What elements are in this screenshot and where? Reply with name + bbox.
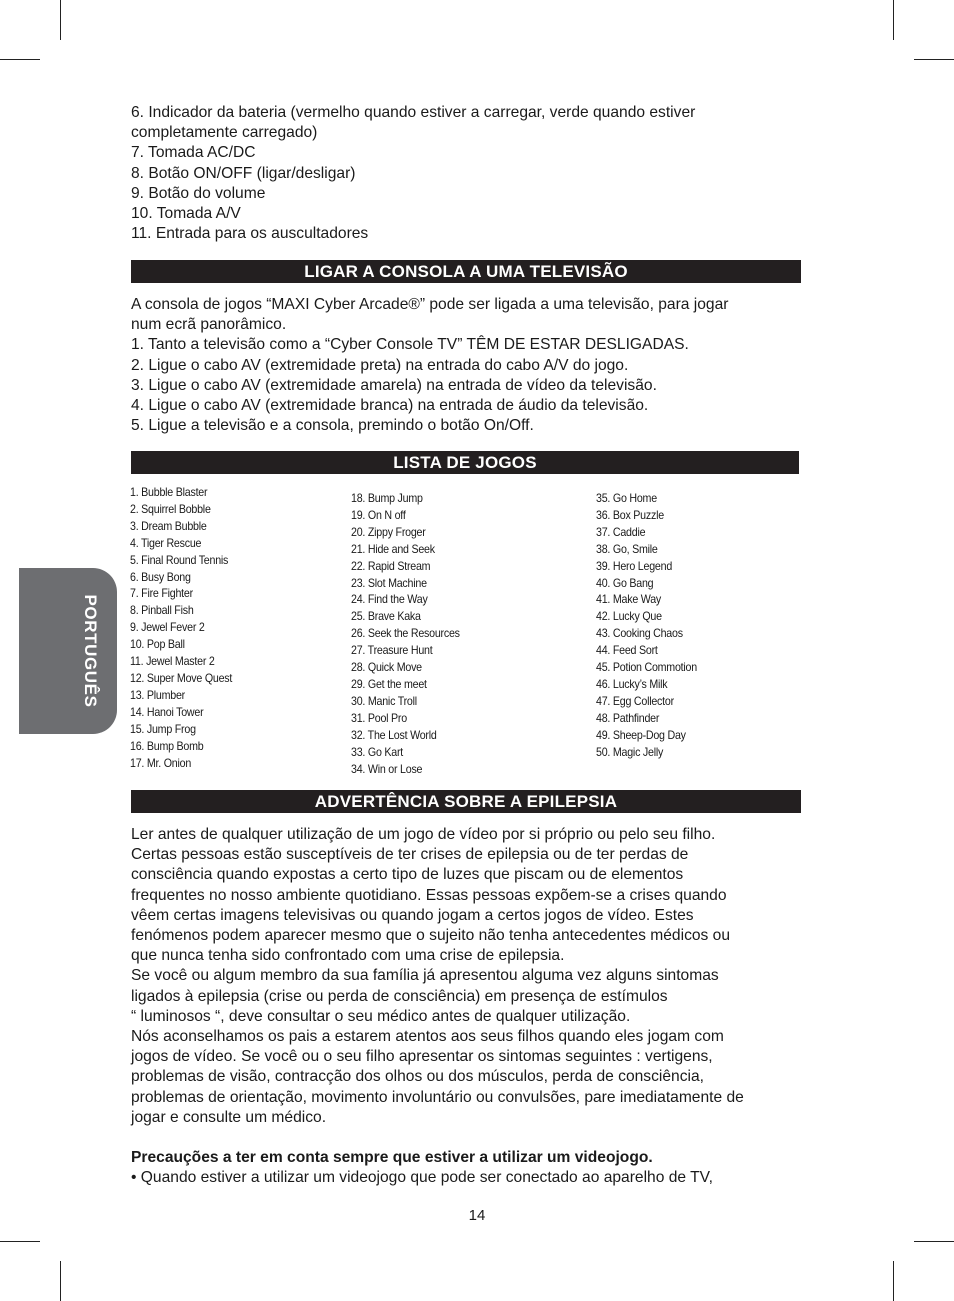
game-item: 45. Potion Commotion bbox=[596, 661, 697, 675]
game-item: 2. Squirrel Bobble bbox=[130, 502, 211, 516]
list-item: 11. Entrada para os auscultadores bbox=[131, 225, 369, 243]
paragraph-line: fenómenos podem aparecer mesmo que o sujeito não tenha antecedentes médicos ou bbox=[131, 927, 731, 945]
games-column-2 bbox=[351, 491, 460, 778]
list-item: 9. Botão do volume bbox=[131, 184, 266, 202]
game-item: 38. Go, Smile bbox=[596, 542, 658, 556]
game-item: 47. Egg Collector bbox=[596, 694, 674, 708]
game-item: 35. Go Home bbox=[596, 492, 657, 505]
instruction-line: 1. Tanto a televisão como a “Cyber Console TV” TÊM DE ESTAR DESLIGADAS. bbox=[131, 336, 689, 354]
crop-mark bbox=[60, 0, 61, 40]
game-item: 24. Find the Way bbox=[351, 593, 428, 607]
section-header-tv: LIGAR A CONSOLA A UMA TELEVISÃO bbox=[131, 260, 801, 283]
language-side-tab bbox=[19, 568, 117, 734]
game-item: 41. Make Way bbox=[596, 593, 662, 607]
instruction-line: 4. Ligue o cabo AV (extremidade branca) na entrada de áudio da televisão. bbox=[131, 397, 649, 415]
game-item: 29. Get the meet bbox=[351, 677, 427, 691]
crop-mark bbox=[60, 1261, 61, 1301]
paragraph-line: que nunca tenha sido confrontado com uma crise de epilepsia. bbox=[131, 947, 565, 965]
game-item: 28. Quick Move bbox=[351, 661, 422, 675]
crop-mark bbox=[0, 1241, 40, 1242]
game-item: 27. Treasure Hunt bbox=[351, 644, 433, 658]
game-item: 21. Hide and Seek bbox=[351, 542, 435, 556]
paragraph-line: “ luminosos “, deve consultar o seu médico antes de qualquer utilização. bbox=[131, 1007, 631, 1025]
paragraph-line: consciência quando expostas a certo tipo de luzes que piscam ou de elementos bbox=[131, 866, 684, 884]
instruction-line: A consola de jogos “MAXI Cyber Arcade®” pode ser ligada a uma televisão, para jogar bbox=[131, 296, 729, 313]
instruction-line: num ecrã panorâmico. bbox=[131, 316, 287, 334]
paragraph-line: Nós aconselhamos os pais a estarem atentos aos seus filhos quando eles jogam com bbox=[131, 1028, 724, 1046]
game-item: 5. Final Round Tennis bbox=[130, 553, 229, 567]
game-item: 37. Caddie bbox=[596, 525, 646, 539]
game-item: 4. Tiger Rescue bbox=[130, 536, 202, 550]
instruction-line: 2. Ligue o cabo AV (extremidade preta) na entrada do cabo A/V do jogo. bbox=[131, 356, 629, 374]
instruction-line: 5. Ligue a televisão e a consola, premindo o botão On/Off. bbox=[131, 417, 534, 435]
game-item: 13. Plumber bbox=[130, 688, 185, 702]
paragraph-line: frequentes no nosso ambiente quotidiano. Essas pessoas expõem-se a crises quando bbox=[131, 886, 727, 904]
game-item: 1. Bubble Blaster bbox=[130, 486, 208, 499]
paragraph-line: vêem certas imagens televisivas ou quando jogam a certos jogos de vídeo. Estes bbox=[131, 906, 694, 924]
paragraph-line: jogos de vídeo. Se você ou o seu filho apresentar os sintomas seguintes : vertigens, bbox=[131, 1048, 713, 1066]
game-item: 26. Seek the Resources bbox=[351, 627, 460, 641]
game-item: 31. Pool Pro bbox=[351, 711, 407, 725]
list-item: 7. Tomada AC/DC bbox=[131, 144, 256, 162]
game-item: 19. On N off bbox=[351, 508, 406, 522]
game-item: 18. Bump Jump bbox=[351, 492, 423, 505]
paragraph-line: Ler antes de qualquer utilização de um jogo de vídeo por si próprio ou pelo seu filho. bbox=[131, 826, 716, 843]
section-header-epilepsy: ADVERTÊNCIA SOBRE A EPILEPSIA bbox=[131, 790, 801, 813]
game-item: 36. Box Puzzle bbox=[596, 508, 664, 522]
crop-mark bbox=[0, 59, 40, 60]
game-item: 49. Sheep-Dog Day bbox=[596, 728, 686, 742]
game-item: 48. Pathfinder bbox=[596, 711, 660, 725]
game-item: 34. Win or Lose bbox=[351, 762, 423, 776]
paragraph-line: ligados à epilepsia (crise ou perda de consciência) em presença de estímulos bbox=[131, 987, 668, 1005]
game-item: 8. Pinball Fish bbox=[130, 604, 194, 618]
game-item: 39. Hero Legend bbox=[596, 559, 673, 573]
game-item: 20. Zippy Froger bbox=[351, 525, 426, 539]
crop-mark bbox=[914, 59, 954, 60]
paragraph-line: problemas de visão, contracção dos olhos ou dos músculos, perda de consciência, bbox=[131, 1068, 704, 1086]
game-item: 32. The Lost World bbox=[351, 728, 437, 742]
precautions-line: • Quando estiver a utilizar um videojogo que pode ser conectado ao aparelho de TV, bbox=[131, 1169, 713, 1186]
game-item: 40. Go Bang bbox=[596, 576, 654, 590]
game-item: 11. Jewel Master 2 bbox=[130, 655, 215, 669]
game-item: 25. Brave Kaka bbox=[351, 610, 421, 624]
crop-mark bbox=[893, 1261, 894, 1301]
game-item: 9. Jewel Fever 2 bbox=[130, 621, 205, 635]
list-item: 10. Tomada A/V bbox=[131, 205, 241, 223]
games-column-3 bbox=[596, 491, 697, 762]
game-item: 22. Rapid Stream bbox=[351, 559, 431, 573]
game-item: 14. Hanoi Tower bbox=[130, 705, 204, 719]
list-item: 8. Botão ON/OFF (ligar/desligar) bbox=[131, 164, 356, 182]
game-item: 6. Busy Bong bbox=[130, 570, 191, 584]
games-column-1 bbox=[130, 485, 232, 772]
paragraph-line: problemas de orientação, movimento involuntário ou convulsões, pare imediatamente de bbox=[131, 1088, 744, 1106]
game-item: 46. Lucky’s Milk bbox=[596, 677, 668, 691]
game-item: 43. Cooking Chaos bbox=[596, 627, 683, 641]
game-item: 50. Magic Jelly bbox=[596, 745, 664, 759]
paragraph-line: Certas pessoas estão susceptíveis de ter crises de epilepsia ou de ter perdas de bbox=[131, 846, 689, 864]
game-item: 10. Pop Ball bbox=[130, 638, 185, 652]
game-item: 23. Slot Machine bbox=[351, 576, 427, 590]
game-item: 7. Fire Fighter bbox=[130, 587, 193, 601]
game-item: 17. Mr. Onion bbox=[130, 756, 192, 770]
game-item: 44. Feed Sort bbox=[596, 644, 658, 658]
game-item: 42. Lucky Que bbox=[596, 610, 662, 624]
game-item: 16. Bump Bomb bbox=[130, 739, 204, 753]
game-item: 12. Super Move Quest bbox=[130, 671, 233, 685]
section-header-games: LISTA DE JOGOS bbox=[131, 451, 799, 474]
page-number: 14 bbox=[468, 1207, 486, 1224]
game-item: 3. Dream Bubble bbox=[130, 519, 207, 533]
game-item: 30. Manic Troll bbox=[351, 694, 417, 708]
game-item: 15. Jump Frog bbox=[130, 722, 196, 736]
instruction-line: 3. Ligue o cabo AV (extremidade amarela) na entrada de vídeo da televisão. bbox=[131, 376, 657, 394]
component-list bbox=[131, 103, 695, 244]
crop-mark bbox=[914, 1241, 954, 1242]
list-item: 6. Indicador da bateria (vermelho quando estiver a carregar, verde quando estiver bbox=[131, 104, 696, 121]
paragraph-line: jogar e consulte um médico. bbox=[131, 1108, 327, 1126]
language-tab-label: PORTUGUÊS bbox=[81, 594, 100, 708]
list-item: completamente carregado) bbox=[131, 124, 318, 142]
precautions-heading: Precauções a ter em conta sempre que estiver a utilizar um videojogo. bbox=[131, 1149, 653, 1166]
tv-instructions bbox=[131, 295, 728, 436]
paragraph-line: Se você ou algum membro da sua família já apresentou alguma vez alguns sintomas bbox=[131, 967, 719, 985]
crop-mark bbox=[893, 0, 894, 40]
game-item: 33. Go Kart bbox=[351, 745, 404, 759]
epilepsy-warning-text bbox=[131, 825, 744, 1128]
